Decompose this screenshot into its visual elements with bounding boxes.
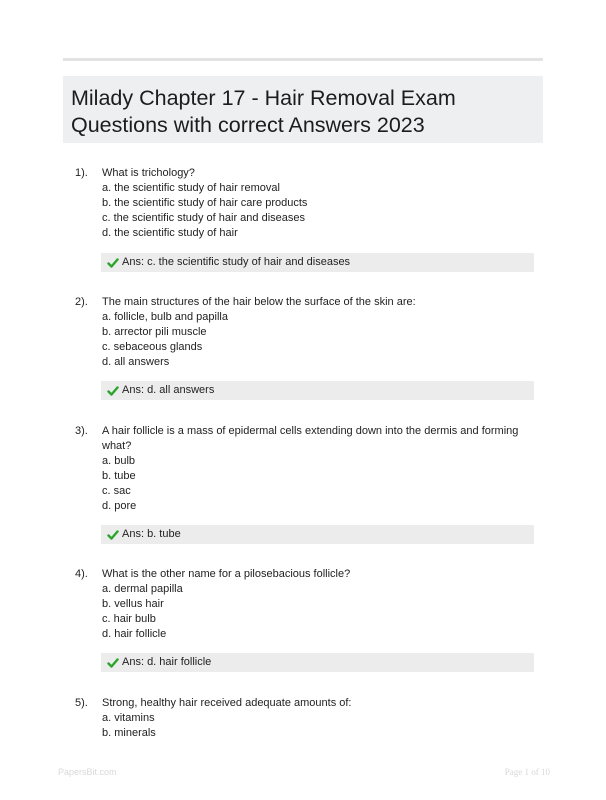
check-icon (107, 257, 119, 269)
option-c: c. the scientific study of hair and diseases (102, 212, 305, 224)
question-text: What is the other name for a pilosebacious follicle? (102, 568, 351, 580)
answer-text: Ans: d. all answers (122, 384, 215, 396)
option-list (102, 711, 532, 741)
option-b: b. arrector pili muscle (102, 326, 207, 338)
option-d: d. the scientific study of hair (102, 227, 238, 239)
option-a: a. the scientific study of hair removal (102, 182, 280, 194)
title-banner (63, 76, 543, 143)
answer-box-1 (101, 253, 534, 272)
question-text: The main structures of the hair below the surface of the skin are: (102, 296, 416, 308)
option-d: d. all answers (102, 356, 170, 368)
option-a: a. follicle, bulb and papilla (102, 311, 228, 323)
check-icon (107, 529, 119, 541)
option-b: b. tube (102, 470, 136, 482)
option-b: b. vellus hair (102, 598, 164, 610)
top-divider (63, 58, 543, 61)
option-b: b. the scientific study of hair care products (102, 197, 308, 209)
option-c: c. hair bulb (102, 613, 156, 625)
question-number: 5). (75, 697, 88, 709)
option-a: a. bulb (102, 455, 136, 467)
option-list (102, 310, 532, 370)
question-text: Strong, healthy hair received adequate amounts of: (102, 697, 352, 709)
question-number: 1). (75, 167, 88, 179)
answer-box-4 (101, 653, 534, 672)
question-number: 4). (75, 568, 88, 580)
option-c: c. sac (102, 485, 131, 497)
footer-watermark: PapersBit.com (58, 767, 117, 777)
question-text: What is trichology? (102, 167, 195, 179)
option-d: d. pore (102, 500, 137, 512)
answer-text: Ans: d. hair follicle (122, 656, 212, 668)
question-number: 3). (75, 425, 88, 437)
page-title: Milady Chapter 17 - Hair Removal Exam Questions with correct Answers 2023 (71, 86, 456, 137)
option-b: b. minerals (102, 727, 156, 739)
answer-text: Ans: b. tube (122, 528, 181, 540)
answer-text: Ans: c. the scientific study of hair and diseases (122, 256, 351, 268)
answer-box-3 (101, 525, 534, 544)
option-d: d. hair follicle (102, 628, 167, 640)
question-text: A hair follicle is a mass of epidermal cells extending down into the dermis and forming what? (102, 425, 519, 452)
check-icon (107, 657, 119, 669)
option-list (102, 181, 532, 241)
option-list (102, 454, 532, 514)
option-a: a. dermal papilla (102, 583, 183, 595)
check-icon (107, 385, 119, 397)
option-list (102, 582, 532, 642)
option-c: c. sebaceous glands (102, 341, 203, 353)
page-number: Page 1 of 10 (504, 767, 550, 777)
answer-box-2 (101, 381, 534, 400)
question-number: 2). (75, 296, 88, 308)
option-a: a. vitamins (102, 712, 155, 724)
